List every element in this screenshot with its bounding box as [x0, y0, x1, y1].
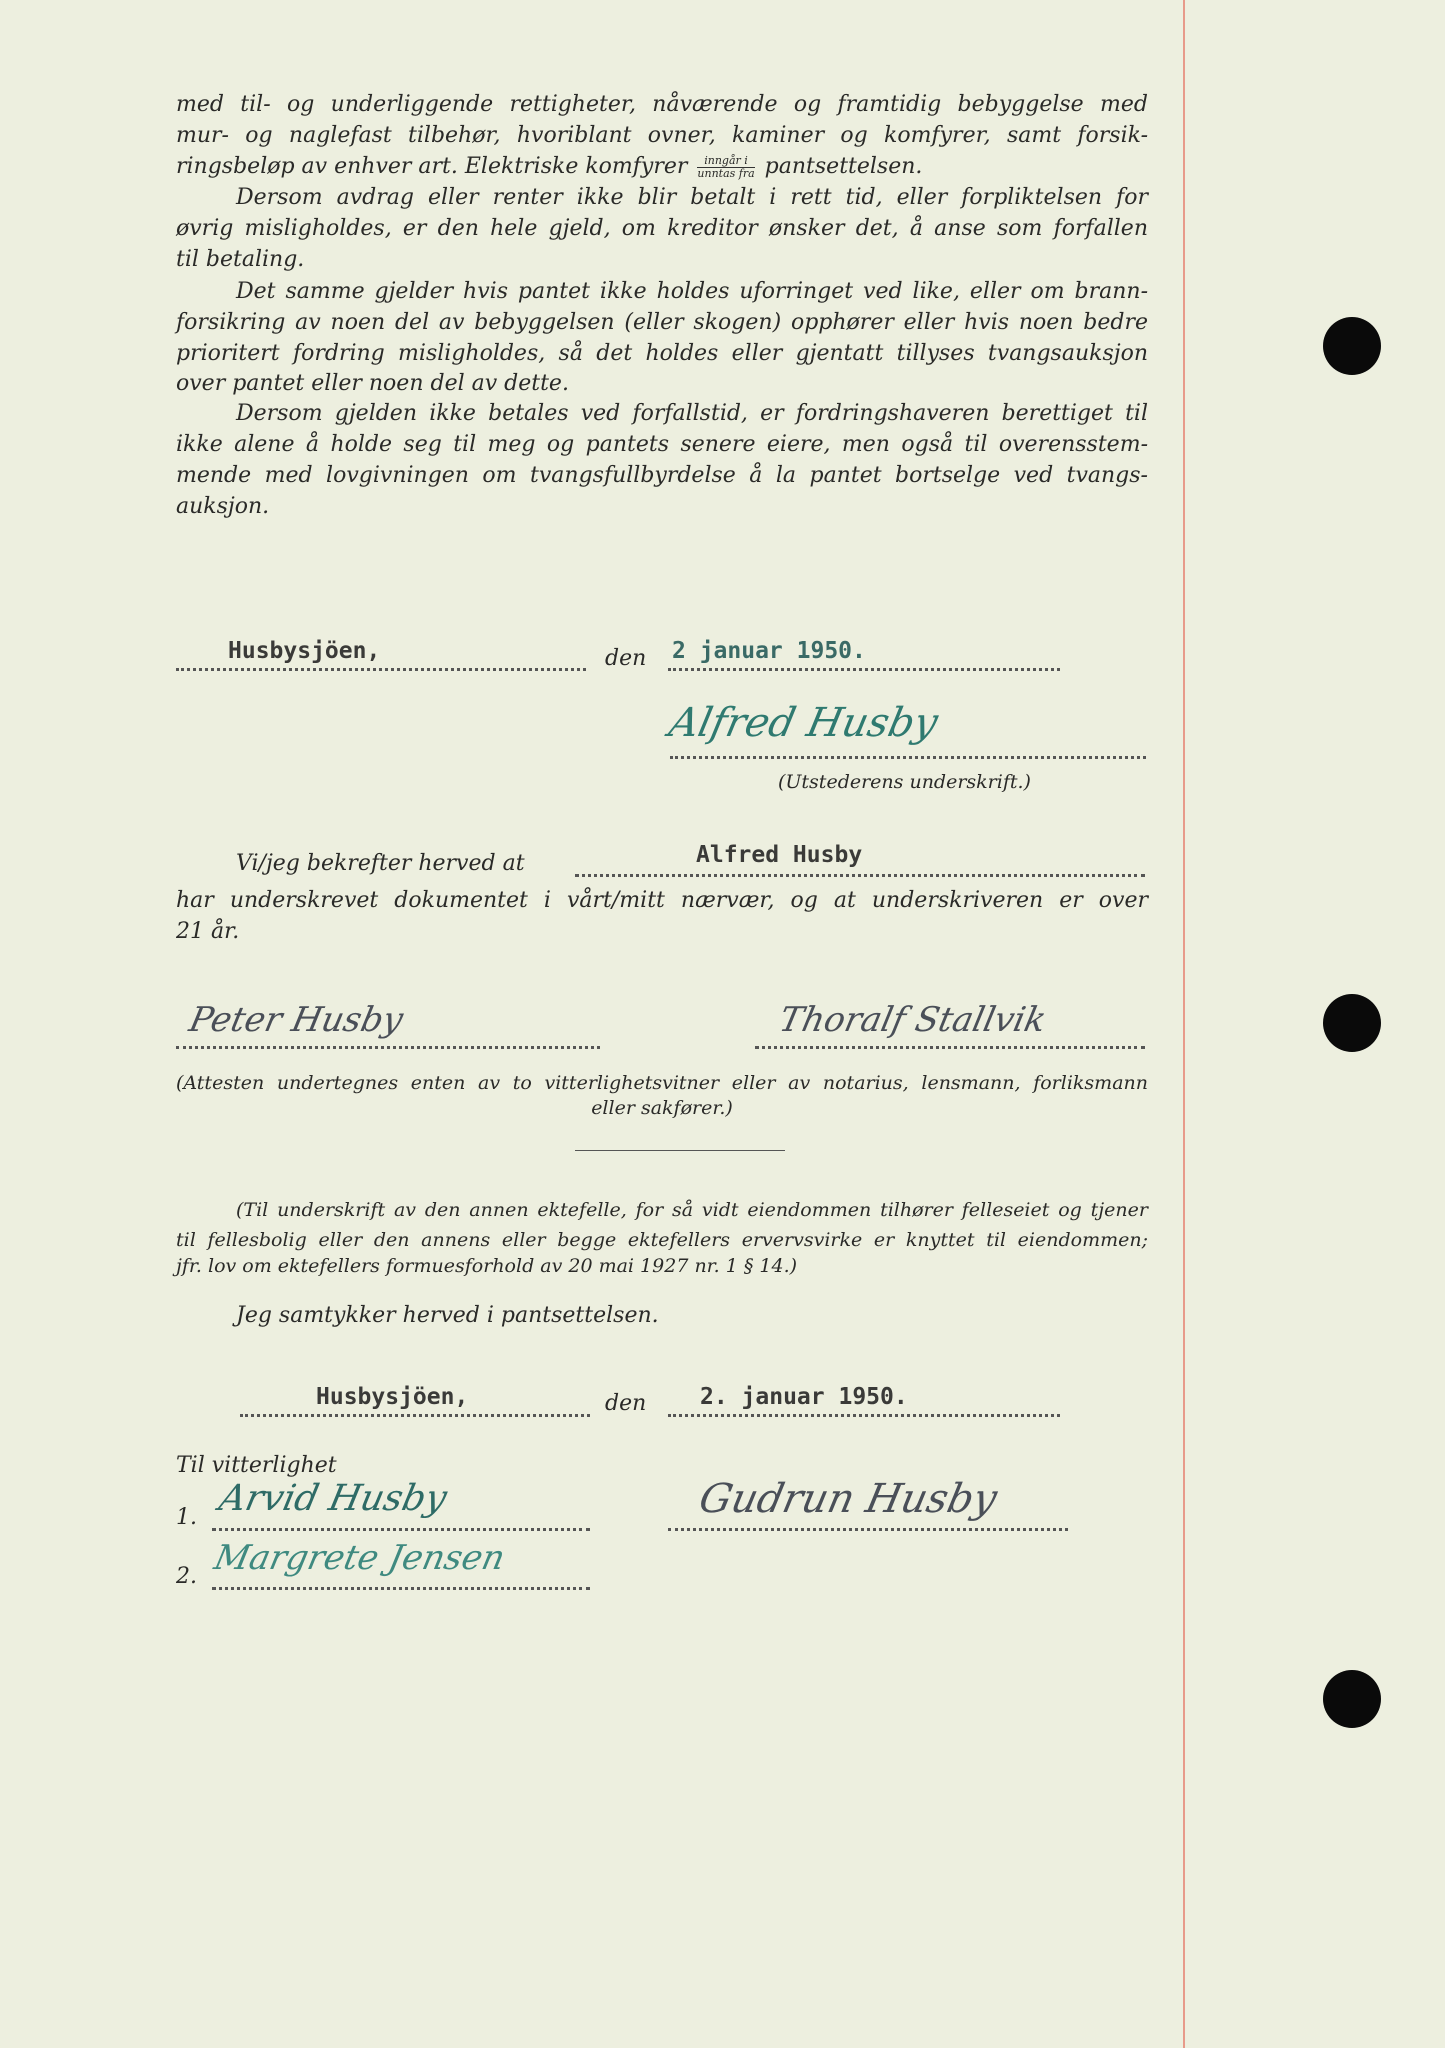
body-line [176, 153, 1148, 181]
date-field [668, 668, 1060, 671]
issuer-caption: (Utstederens underskrift.) [778, 771, 1031, 793]
spouse-note: jfr. lov om ektefellers formuesforhold av 20 mai 1927 nr. 1 § 14.) [176, 1255, 798, 1277]
consent-text: Jeg samtykker herved i pantsettelsen. [236, 1303, 659, 1328]
attest-note: eller sakfører.) [591, 1097, 733, 1119]
margin-line [1183, 0, 1185, 2048]
fraction [697, 155, 754, 180]
name-field [575, 874, 1145, 877]
den-label: den [605, 1391, 647, 1416]
signature-field [670, 756, 1146, 759]
punch-hole [1323, 317, 1381, 375]
witness-signature: Margrete Jensen [210, 1538, 509, 1578]
body-text: ringsbeløp av enhver art. Elektriske komfyrer [176, 154, 688, 179]
attest-prefix: Vi/jeg bekrefter herved at [236, 851, 525, 876]
punch-hole [1323, 994, 1381, 1052]
witness-field [755, 1046, 1145, 1049]
fraction-bottom: unntas fra [697, 166, 755, 180]
body-line: over pantet eller noen del av dette. [176, 371, 569, 396]
fraction-top: inngår i [697, 155, 754, 168]
body-line: mur- og naglefast tilbehør, hvoriblant ovner, kaminer og komfyrer, samt forsik- [176, 123, 1148, 148]
body-line: mende med lovgivningen om tvangsfullbyrdelse å la pantet bortselge ved tvangs- [176, 463, 1148, 488]
body-line: med til- og underliggende rettigheter, nåværende og framtidig bebyggelse med [176, 92, 1148, 117]
issuer-signature: Alfred Husby [665, 700, 942, 746]
attest-note: (Attesten undertegnes enten av to vitterlighetsvitner eller av notarius, lensmann, forliksmann [176, 1072, 1148, 1094]
body-line: Dersom avdrag eller renter ikke blir betalt i rett tid, eller forpliktelsen for [236, 185, 1148, 210]
witness-field [176, 1046, 600, 1049]
witness-number: 2. [176, 1564, 197, 1589]
body-line: prioritert fordring misligholdes, så det holdes eller gjentatt tillyses tvangsauksjon [176, 341, 1148, 366]
date-field [668, 1414, 1060, 1417]
witness-field [212, 1528, 590, 1531]
punch-hole [1323, 1670, 1381, 1728]
body-line: Det samme gjelder hvis pantet ikke holdes uforringet ved like, eller om brann- [236, 279, 1148, 304]
attest-line: 21 år. [176, 919, 240, 944]
witness-label: Til vitterlighet [176, 1453, 337, 1478]
body-line: til betaling. [176, 247, 305, 272]
place-field [176, 668, 586, 671]
spouse-signature-field [668, 1528, 1068, 1531]
body-line: øvrig misligholdes, er den hele gjeld, om kreditor ønsker det, å anse som forfallen [176, 216, 1148, 241]
date: 2 januar 1950. [672, 638, 866, 664]
attest-line: har underskrevet dokumentet i vårt/mitt nærvær, og at underskriveren er over [176, 888, 1148, 913]
witness-number: 1. [176, 1505, 197, 1530]
place-field [240, 1414, 590, 1417]
spouse-note: (Til underskrift av den annen ektefelle, for så vidt eiendommen tilhører felleseiet og tjener [236, 1199, 1148, 1221]
place: Husbysjöen, [228, 638, 381, 664]
divider [575, 1150, 785, 1151]
witness-signature: Peter Husby [185, 1000, 407, 1040]
witness-field [212, 1587, 590, 1590]
body-line: auksjon. [176, 494, 270, 519]
body-line: forsikring av noen del av bebyggelsen (eller skogen) opphører eller hvis noen bedre [176, 310, 1148, 335]
place: Husbysjöen, [316, 1384, 469, 1410]
spouse-signature: Gudrun Husby [695, 1476, 1001, 1522]
body-text: pantsettelsen. [764, 154, 923, 179]
spouse-note: til fellesbolig eller den annens eller begge ektefellers ervervsvirke er knyttet til eiendommen; [176, 1229, 1148, 1251]
witness-signature: Arvid Husby [215, 1478, 451, 1519]
den-label: den [605, 646, 647, 671]
date: 2. januar 1950. [700, 1384, 908, 1410]
witness-signature: Thoralf Stallvik [775, 1000, 1050, 1040]
body-line: Dersom gjelden ikke betales ved forfallstid, er fordringshaveren berettiget til [236, 401, 1148, 426]
body-line: ikke alene å holde seg til meg og pantets senere eiere, men også til overensstem- [176, 432, 1148, 457]
attested-name: Alfred Husby [696, 842, 863, 868]
